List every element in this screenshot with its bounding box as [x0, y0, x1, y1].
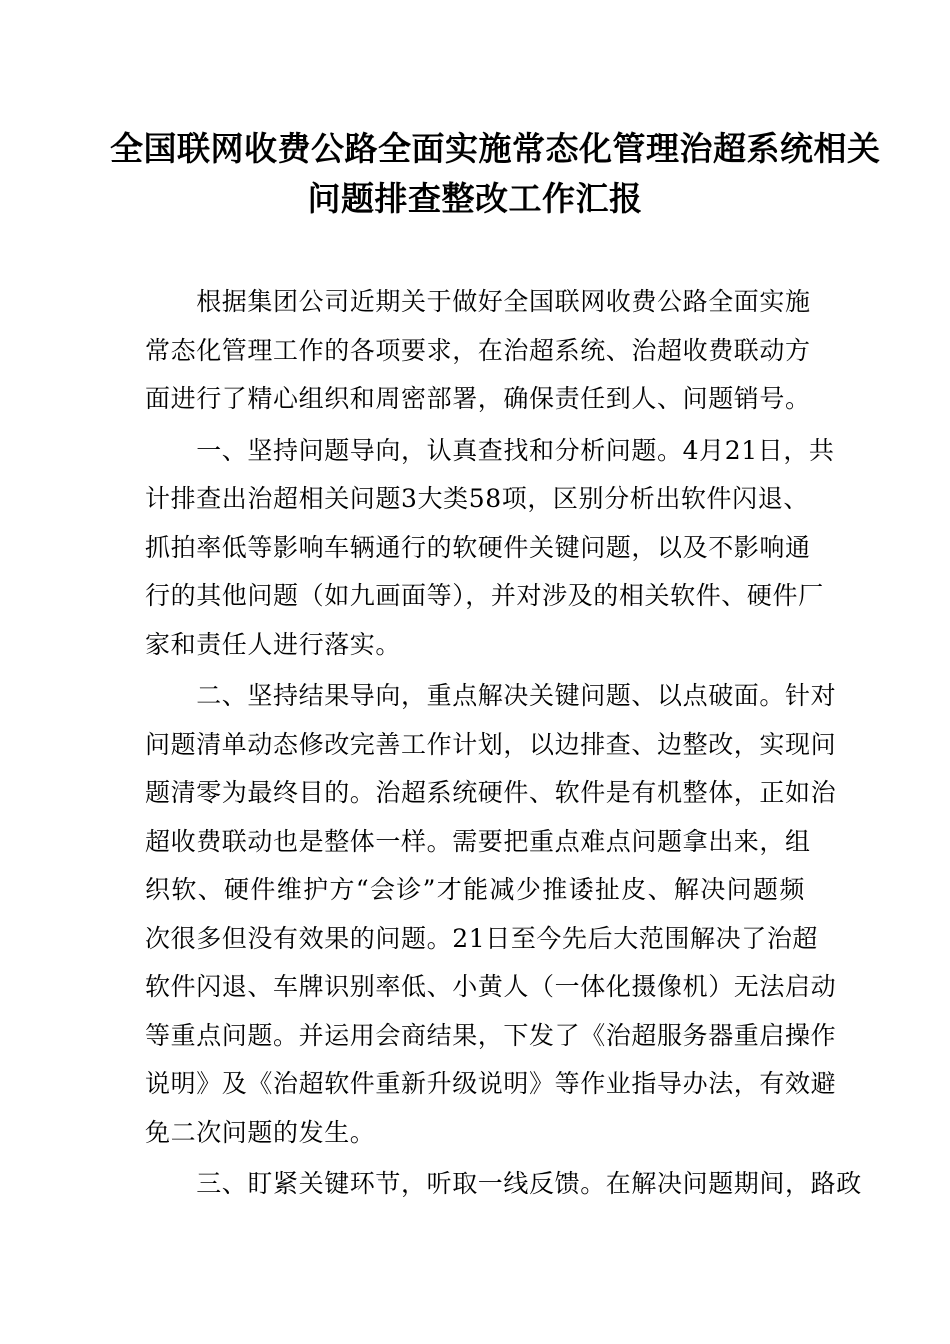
- text-line: 三、盯紧关键环节，听取一线反馈。在解决问题期间，路政: [145, 1169, 862, 1198]
- text-line: 次很多但没有效果的问题。21日至今先后大范围解决了治超: [145, 923, 819, 953]
- title-line-1: 全国联网收费公路全面实施常态化管理治超系统相关: [110, 129, 881, 168]
- text-line: 根据集团公司近期关于做好全国联网收费公路全面实施: [145, 287, 811, 316]
- text-line: 题清零为最终目的。治超系统硬件、软件是有机整体，正如治: [145, 778, 837, 807]
- paragraph-section-2: [145, 672, 837, 1157]
- text-line: 一、坚持问题导向，认真查找和分析问题。4月21日，共: [145, 435, 835, 465]
- paragraph-section-1: [145, 427, 835, 670]
- text-line: 面进行了精心组织和周密部署，确保责任到人、问题销号。: [145, 384, 811, 413]
- text-line: 抓拍率低等影响车辆通行的软硬件关键问题，以及不影响通: [145, 532, 811, 562]
- paragraph-intro: [145, 278, 811, 424]
- text-line: 说明》及《治超软件重新升级说明》等作业指导办法，有效避: [145, 1069, 837, 1098]
- text-line: 织软、硬件维护方“会诊”才能减少推诿扯皮、解决问题频: [145, 875, 805, 904]
- text-line: 二、坚持结果导向，重点解决关键问题、以点破面。针对: [145, 681, 837, 710]
- paragraph-section-3: [145, 1160, 862, 1209]
- text-line: 行的其他问题（如九画面等），并对涉及的相关软件、硬件厂: [145, 581, 824, 610]
- text-line: 免二次问题的发生。: [145, 1117, 376, 1147]
- text-line: 家和责任人进行落实。: [145, 629, 402, 659]
- text-line: 软件闪退、车牌识别率低、小黄人（一体化摄像机）无法启动: [145, 972, 837, 1001]
- text-line: 超收费联动也是整体一样。需要把重点难点问题拿出来，组: [145, 826, 811, 856]
- title-line-2: 问题排查整改工作汇报: [307, 179, 643, 218]
- document-body: [145, 278, 862, 1212]
- document-title: [110, 124, 881, 224]
- text-line: 常态化管理工作的各项要求，在治超系统、治超收费联动方: [145, 335, 811, 365]
- text-line: 计排查出治超相关问题3大类58项，区别分析出软件闪退、: [145, 484, 809, 513]
- text-line: 等重点问题。并运用会商结果，下发了《治超服务器重启操作: [145, 1020, 837, 1050]
- text-line: 问题清单动态修改完善工作计划，以边排查、边整改，实现问: [145, 729, 837, 759]
